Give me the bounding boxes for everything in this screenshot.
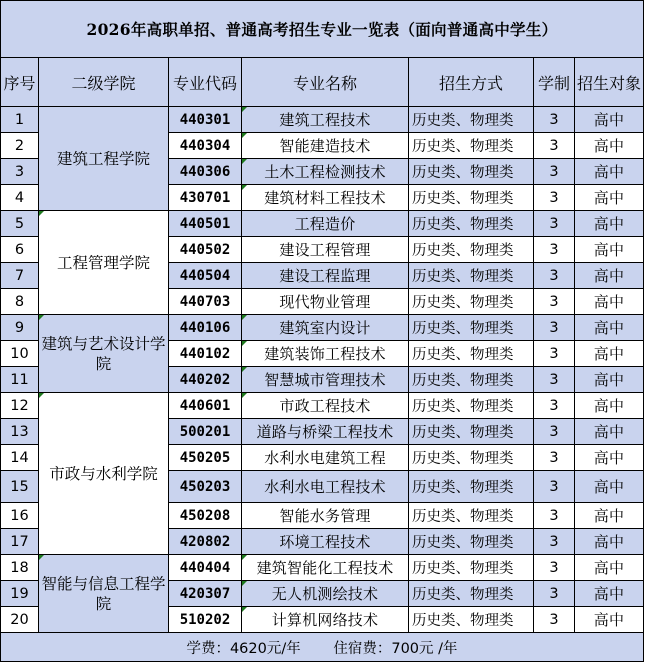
major-code: 440102 bbox=[169, 341, 242, 367]
table-title: 2026年高职单招、普通高考招生专业一览表（面向普通高中学生） bbox=[1, 1, 644, 58]
study-years: 3 bbox=[534, 185, 575, 211]
admission-mode: 历史类、物理类 bbox=[409, 471, 534, 503]
admission-mode: 历史类、物理类 bbox=[409, 289, 534, 315]
target-students: 高中 bbox=[575, 341, 644, 367]
header-major: 专业名称 bbox=[242, 58, 409, 107]
admission-mode: 历史类、物理类 bbox=[409, 503, 534, 529]
target-students: 高中 bbox=[575, 581, 644, 607]
row-number: 2 bbox=[1, 133, 39, 159]
table-row bbox=[1, 393, 644, 419]
admission-mode: 历史类、物理类 bbox=[409, 107, 534, 133]
major-name: 建筑装饰工程技术 bbox=[242, 341, 409, 367]
major-code: 450205 bbox=[169, 445, 242, 471]
admission-mode: 历史类、物理类 bbox=[409, 419, 534, 445]
admission-mode: 历史类、物理类 bbox=[409, 393, 534, 419]
header-no: 序号 bbox=[1, 58, 39, 107]
admission-mode: 历史类、物理类 bbox=[409, 341, 534, 367]
admission-mode: 历史类、物理类 bbox=[409, 237, 534, 263]
target-students: 高中 bbox=[575, 315, 644, 341]
target-students: 高中 bbox=[575, 263, 644, 289]
major-name: 市政工程技术 bbox=[242, 393, 409, 419]
study-years: 3 bbox=[534, 581, 575, 607]
study-years: 3 bbox=[534, 445, 575, 471]
header-target: 招生对象 bbox=[575, 58, 644, 107]
admission-mode: 历史类、物理类 bbox=[409, 211, 534, 237]
header-code: 专业代码 bbox=[169, 58, 242, 107]
admission-mode: 历史类、物理类 bbox=[409, 581, 534, 607]
target-students: 高中 bbox=[575, 367, 644, 393]
study-years: 3 bbox=[534, 237, 575, 263]
admission-mode: 历史类、物理类 bbox=[409, 529, 534, 555]
row-number: 13 bbox=[1, 419, 39, 445]
row-number: 5 bbox=[1, 211, 39, 237]
study-years: 3 bbox=[534, 607, 575, 633]
footer-row bbox=[1, 633, 644, 662]
major-name: 建筑材料工程技术 bbox=[242, 185, 409, 211]
target-students: 高中 bbox=[575, 289, 644, 315]
study-years: 3 bbox=[534, 289, 575, 315]
rows-body bbox=[1, 107, 644, 633]
admission-mode: 历史类、物理类 bbox=[409, 315, 534, 341]
major-code: 440501 bbox=[169, 211, 242, 237]
study-years: 3 bbox=[534, 211, 575, 237]
admission-mode: 历史类、物理类 bbox=[409, 607, 534, 633]
housing-fee: 住宿费：700元 /年 bbox=[333, 640, 458, 657]
admission-mode: 历史类、物理类 bbox=[409, 445, 534, 471]
title-row bbox=[1, 1, 644, 58]
major-code: 440301 bbox=[169, 107, 242, 133]
major-code: 440106 bbox=[169, 315, 242, 341]
target-students: 高中 bbox=[575, 419, 644, 445]
major-name: 智能建造技术 bbox=[242, 133, 409, 159]
row-number: 18 bbox=[1, 555, 39, 581]
target-students: 高中 bbox=[575, 393, 644, 419]
row-number: 16 bbox=[1, 503, 39, 529]
study-years: 3 bbox=[534, 133, 575, 159]
major-code: 440404 bbox=[169, 555, 242, 581]
target-students: 高中 bbox=[575, 237, 644, 263]
row-number: 15 bbox=[1, 471, 39, 503]
major-name: 建筑室内设计 bbox=[242, 315, 409, 341]
target-students: 高中 bbox=[575, 445, 644, 471]
row-number: 1 bbox=[1, 107, 39, 133]
row-number: 3 bbox=[1, 159, 39, 185]
study-years: 3 bbox=[534, 529, 575, 555]
major-name: 水利水电工程技术 bbox=[242, 471, 409, 503]
major-name: 土木工程检测技术 bbox=[242, 159, 409, 185]
major-code: 500201 bbox=[169, 419, 242, 445]
major-name: 环境工程技术 bbox=[242, 529, 409, 555]
row-number: 4 bbox=[1, 185, 39, 211]
study-years: 3 bbox=[534, 555, 575, 581]
target-students: 高中 bbox=[575, 607, 644, 633]
row-number: 8 bbox=[1, 289, 39, 315]
major-name: 建筑工程技术 bbox=[242, 107, 409, 133]
target-students: 高中 bbox=[575, 159, 644, 185]
table-row bbox=[1, 315, 644, 341]
college-name: 智能与信息工程学院 bbox=[39, 555, 169, 633]
study-years: 3 bbox=[534, 315, 575, 341]
major-code: 510202 bbox=[169, 607, 242, 633]
target-students: 高中 bbox=[575, 503, 644, 529]
study-years: 3 bbox=[534, 159, 575, 185]
row-number: 9 bbox=[1, 315, 39, 341]
target-students: 高中 bbox=[575, 471, 644, 503]
college-name: 工程管理学院 bbox=[39, 211, 169, 315]
target-students: 高中 bbox=[575, 529, 644, 555]
tuition-fee: 学费：4620元/年 bbox=[186, 640, 301, 657]
major-code: 450208 bbox=[169, 503, 242, 529]
row-number: 17 bbox=[1, 529, 39, 555]
admission-mode: 历史类、物理类 bbox=[409, 159, 534, 185]
admission-mode: 历史类、物理类 bbox=[409, 185, 534, 211]
target-students: 高中 bbox=[575, 185, 644, 211]
major-code: 440202 bbox=[169, 367, 242, 393]
fee-note bbox=[1, 633, 644, 662]
target-students: 高中 bbox=[575, 133, 644, 159]
row-number: 10 bbox=[1, 341, 39, 367]
major-name: 水利水电建筑工程 bbox=[242, 445, 409, 471]
major-name: 现代物业管理 bbox=[242, 289, 409, 315]
major-code: 440306 bbox=[169, 159, 242, 185]
header-row bbox=[1, 58, 644, 107]
major-code: 440304 bbox=[169, 133, 242, 159]
study-years: 3 bbox=[534, 393, 575, 419]
college-name: 建筑与艺术设计学院 bbox=[39, 315, 169, 393]
study-years: 3 bbox=[534, 503, 575, 529]
major-code: 440502 bbox=[169, 237, 242, 263]
study-years: 3 bbox=[534, 107, 575, 133]
target-students: 高中 bbox=[575, 211, 644, 237]
college-name: 市政与水利学院 bbox=[39, 393, 169, 555]
major-code: 440601 bbox=[169, 393, 242, 419]
major-code: 450203 bbox=[169, 471, 242, 503]
row-number: 14 bbox=[1, 445, 39, 471]
study-years: 3 bbox=[534, 341, 575, 367]
admission-mode: 历史类、物理类 bbox=[409, 367, 534, 393]
major-code: 440504 bbox=[169, 263, 242, 289]
major-name: 建设工程管理 bbox=[242, 237, 409, 263]
major-name: 计算机网络技术 bbox=[242, 607, 409, 633]
major-code: 430701 bbox=[169, 185, 242, 211]
row-number: 20 bbox=[1, 607, 39, 633]
row-number: 19 bbox=[1, 581, 39, 607]
target-students: 高中 bbox=[575, 107, 644, 133]
major-code: 420307 bbox=[169, 581, 242, 607]
major-name: 工程造价 bbox=[242, 211, 409, 237]
table-row bbox=[1, 555, 644, 581]
study-years: 3 bbox=[534, 471, 575, 503]
table-row bbox=[1, 211, 644, 237]
major-name: 智能水务管理 bbox=[242, 503, 409, 529]
college-name: 建筑工程学院 bbox=[39, 107, 169, 211]
admission-mode: 历史类、物理类 bbox=[409, 263, 534, 289]
major-name: 建设工程监理 bbox=[242, 263, 409, 289]
admission-mode: 历史类、物理类 bbox=[409, 555, 534, 581]
footer-body bbox=[1, 633, 644, 662]
study-years: 3 bbox=[534, 419, 575, 445]
row-number: 6 bbox=[1, 237, 39, 263]
study-years: 3 bbox=[534, 367, 575, 393]
header-mode: 招生方式 bbox=[409, 58, 534, 107]
row-number: 11 bbox=[1, 367, 39, 393]
row-number: 12 bbox=[1, 393, 39, 419]
major-name: 建筑智能化工程技术 bbox=[242, 555, 409, 581]
header-years: 学制 bbox=[534, 58, 575, 107]
admission-mode: 历史类、物理类 bbox=[409, 133, 534, 159]
major-name: 道路与桥梁工程技术 bbox=[242, 419, 409, 445]
major-name: 智慧城市管理技术 bbox=[242, 367, 409, 393]
table-body bbox=[1, 1, 644, 107]
target-students: 高中 bbox=[575, 555, 644, 581]
major-code: 440703 bbox=[169, 289, 242, 315]
header-college: 二级学院 bbox=[39, 58, 169, 107]
major-name: 无人机测绘技术 bbox=[242, 581, 409, 607]
row-number: 7 bbox=[1, 263, 39, 289]
study-years: 3 bbox=[534, 263, 575, 289]
major-code: 420802 bbox=[169, 529, 242, 555]
table-row bbox=[1, 107, 644, 133]
